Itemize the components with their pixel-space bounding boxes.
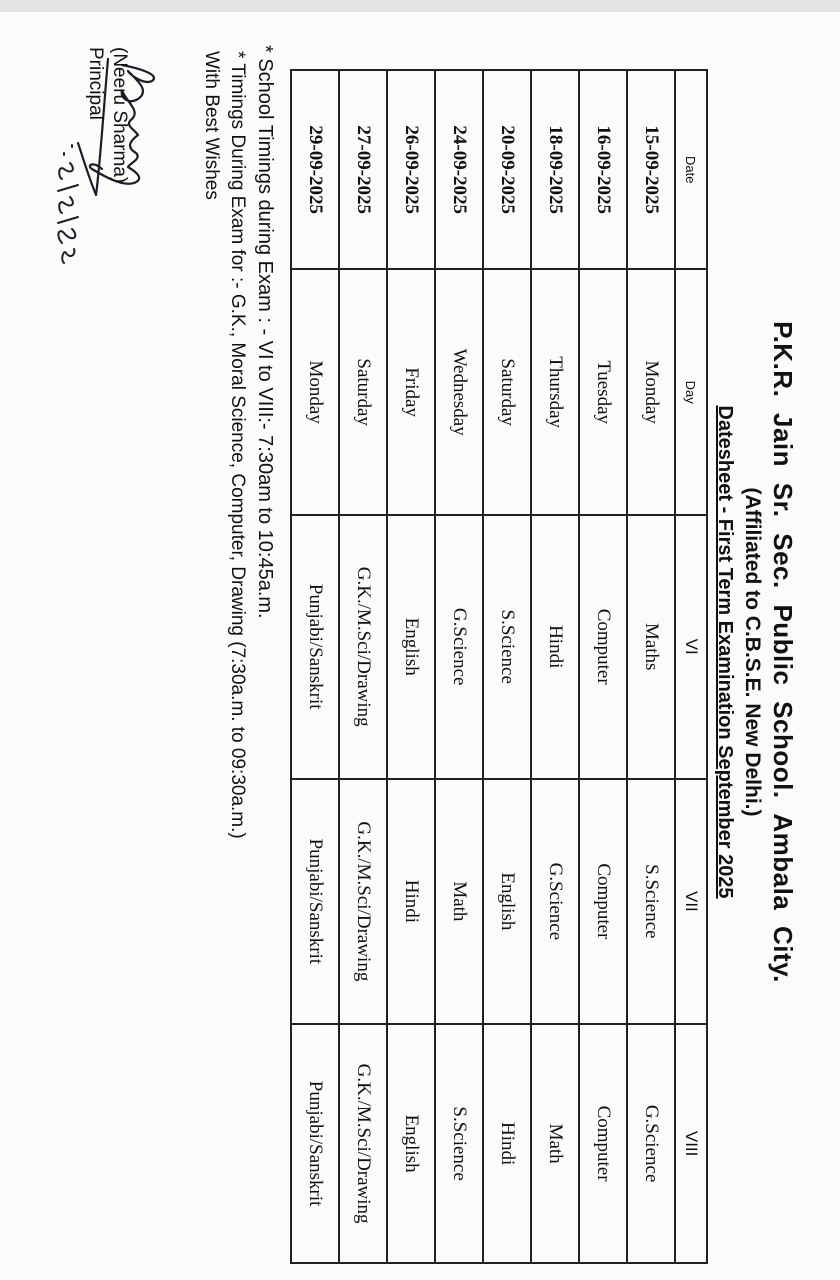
- cell-day: Tuesday: [579, 269, 627, 514]
- school-timings-note: * School Timings during Exam : - VI to VIII:- 7:30am to 10:45a.m.: [254, 45, 276, 619]
- cell-day: Friday: [387, 269, 435, 514]
- affiliation: (Affiliated to C.B.S.E. New Delhi.): [741, 487, 764, 817]
- cell-date: 24-09-2025: [435, 70, 483, 269]
- principal-title: Principal: [85, 47, 106, 120]
- table-header-row: [675, 70, 707, 1263]
- column-header-date: Date: [675, 70, 707, 269]
- cell-viii: Hindi: [483, 1024, 531, 1263]
- cell-day: Thursday: [531, 269, 579, 514]
- cell-vii: English: [483, 779, 531, 1025]
- cell-vi: G.Science: [435, 515, 483, 779]
- cell-vii: G.Science: [531, 779, 579, 1025]
- cell-date: 27-09-2025: [339, 70, 387, 269]
- document-page: [0, 12, 840, 1280]
- cell-vi: S.Science: [483, 515, 531, 779]
- cell-viii: English: [387, 1024, 435, 1263]
- table-row: [531, 70, 579, 1263]
- best-wishes: With Best Wishes: [201, 51, 222, 200]
- table-row: [339, 70, 387, 1263]
- cell-vii: Hindi: [387, 779, 435, 1025]
- table-row: [291, 70, 339, 1263]
- cell-date: 15-09-2025: [627, 70, 675, 269]
- cell-vi: Punjabi/Sanskrit: [291, 515, 339, 779]
- cell-day: Saturday: [339, 269, 387, 514]
- table-row: [579, 70, 627, 1263]
- cell-date: 18-09-2025: [531, 70, 579, 269]
- cell-vi: Maths: [627, 515, 675, 779]
- school-name: P.K.R. Jain Sr. Sec. Public School. Ambala City.: [768, 321, 798, 983]
- cell-day: Monday: [627, 269, 675, 514]
- column-header-vi: VI: [675, 515, 707, 779]
- cell-day: Saturday: [483, 269, 531, 514]
- cell-viii: Punjabi/Sanskrit: [291, 1024, 339, 1263]
- datesheet-title: Datesheet - First Term Examination September 2025: [714, 405, 736, 899]
- cell-date: 29-09-2025: [291, 70, 339, 269]
- principal-name: (Neeru Sharma): [109, 47, 130, 184]
- cell-vii: Computer: [579, 779, 627, 1025]
- table-row: [483, 70, 531, 1263]
- cell-vi: G.K./M.Sci/Drawing: [339, 515, 387, 779]
- table-row: [627, 70, 675, 1263]
- cell-viii: G.K./M.Sci/Drawing: [339, 1024, 387, 1263]
- cell-viii: Math: [531, 1024, 579, 1263]
- table-row: [435, 70, 483, 1263]
- column-header-vii: VII: [675, 779, 707, 1025]
- cell-viii: G.Science: [627, 1024, 675, 1263]
- cell-vi: Hindi: [531, 515, 579, 779]
- cell-date: 26-09-2025: [387, 70, 435, 269]
- top-bar: [0, 0, 840, 12]
- cell-vi: English: [387, 515, 435, 779]
- cell-vii: Math: [435, 779, 483, 1025]
- exam-timings-note: * Timings During Exam for :- G.K., Moral Science, Computer, Drawing (7:30a.m. to 09:30a.m.): [227, 51, 248, 839]
- cell-vii: S.Science: [627, 779, 675, 1025]
- rotated-datesheet: [20, 37, 820, 1267]
- cell-viii: Computer: [579, 1024, 627, 1263]
- cell-day: Monday: [291, 269, 339, 514]
- datesheet-table: [290, 69, 708, 1264]
- column-header-day: Day: [675, 269, 707, 514]
- cell-vii: G.K./M.Sci/Drawing: [339, 779, 387, 1025]
- cell-date: 20-09-2025: [483, 70, 531, 269]
- cell-vi: Computer: [579, 515, 627, 779]
- table-row: [387, 70, 435, 1263]
- cell-vii: Punjabi/Sanskrit: [291, 779, 339, 1025]
- column-header-viii: VIII: [675, 1024, 707, 1263]
- cell-date: 16-09-2025: [579, 70, 627, 269]
- cell-viii: S.Science: [435, 1024, 483, 1263]
- cell-day: Wednesday: [435, 269, 483, 514]
